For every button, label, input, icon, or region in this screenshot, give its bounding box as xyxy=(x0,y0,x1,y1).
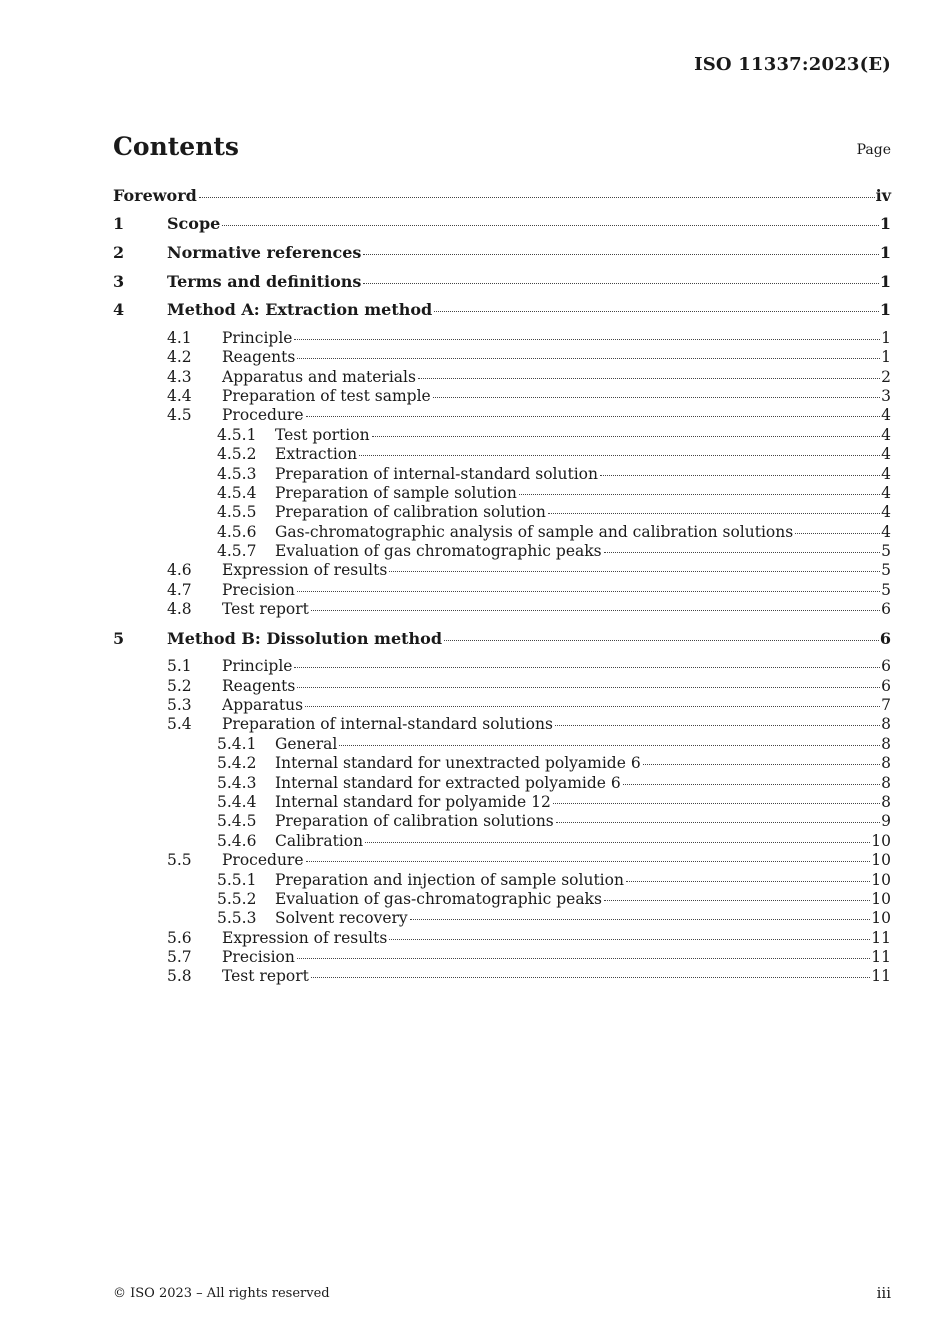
toc-entry[interactable] xyxy=(113,832,891,851)
dot-leader xyxy=(359,455,880,456)
dot-leader xyxy=(297,687,880,688)
toc-entry-page: 8 xyxy=(881,734,891,753)
toc-entry-page: 6 xyxy=(881,657,891,676)
table-of-contents xyxy=(113,186,891,987)
toc-entry-page: 6 xyxy=(881,600,891,619)
toc-entry-number: 5.3 xyxy=(167,696,192,714)
toc-entry-title: Procedure xyxy=(222,851,304,870)
toc-entry[interactable] xyxy=(113,890,891,909)
toc-entry-number: 4.5.3 xyxy=(217,464,257,483)
toc-entry-title: Apparatus xyxy=(222,696,304,714)
dot-leader xyxy=(600,475,880,476)
dot-leader xyxy=(548,513,880,514)
toc-entry-number: 4.5.4 xyxy=(217,483,257,502)
dot-leader xyxy=(410,919,871,920)
toc-entry-title: Method A: Extraction method xyxy=(167,300,433,320)
toc-entry-number: 5.2 xyxy=(167,676,192,695)
toc-entry-page: 10 xyxy=(871,909,891,928)
dot-leader xyxy=(389,571,880,572)
toc-entry-page: 4 xyxy=(881,483,891,502)
dot-leader xyxy=(311,977,870,978)
toc-entry-title: Internal standard for polyamide 12 xyxy=(275,792,551,811)
dot-leader xyxy=(519,494,880,495)
document-id: ISO 11337:2023(E) xyxy=(694,54,891,75)
toc-entry-number: 5.5 xyxy=(167,851,192,870)
toc-entry-title: Preparation of internal-standard solution xyxy=(275,464,598,483)
toc-entry-number: 5.1 xyxy=(167,657,192,676)
toc-entry[interactable] xyxy=(113,387,891,406)
toc-entry-number: 4.2 xyxy=(167,348,192,367)
toc-entry-number: 5.5.2 xyxy=(217,889,257,908)
dot-leader xyxy=(626,881,870,882)
toc-entry-page: 10 xyxy=(871,870,891,889)
toc-entry-title: Evaluation of gas chromatographic peaks xyxy=(275,542,602,561)
toc-entry-number: 4 xyxy=(113,300,125,320)
toc-entry[interactable] xyxy=(113,929,891,948)
dot-leader xyxy=(305,706,880,707)
toc-entry-number: 5 xyxy=(113,628,125,648)
toc-entry[interactable] xyxy=(113,909,891,928)
toc-entry-page: 8 xyxy=(881,792,891,811)
toc-entry-title: Foreword xyxy=(113,186,197,205)
toc-entry-number: 4.8 xyxy=(167,600,192,619)
toc-entry-title: Normative references xyxy=(167,242,362,262)
toc-entry-title: Reagents xyxy=(222,676,296,695)
toc-entry-page: 11 xyxy=(871,967,891,986)
toc-entry-page: 8 xyxy=(881,773,891,792)
dot-leader xyxy=(222,225,879,226)
toc-entry-title: Test report xyxy=(222,600,309,619)
toc-entry[interactable] xyxy=(113,629,891,658)
toc-entry-title: Test portion xyxy=(275,425,370,444)
toc-entry-number: 4.5.6 xyxy=(217,522,257,541)
toc-entry-title: Expression of results xyxy=(222,928,388,947)
toc-entry[interactable] xyxy=(113,426,891,445)
toc-entry[interactable] xyxy=(113,272,891,301)
dot-leader xyxy=(418,378,880,379)
dot-leader xyxy=(365,842,870,843)
toc-entry-number: 4.6 xyxy=(167,561,192,580)
toc-entry-title: Preparation of internal-standard solutions xyxy=(222,715,553,734)
toc-entry-title: Preparation of sample solution xyxy=(275,483,517,502)
toc-entry-title: Solvent recovery xyxy=(275,909,408,928)
toc-entry[interactable] xyxy=(113,967,891,986)
toc-entry[interactable] xyxy=(113,243,891,272)
dot-leader xyxy=(434,311,879,312)
toc-entry-page: 1 xyxy=(881,348,891,367)
dot-leader xyxy=(297,358,880,359)
toc-entry-page: 1 xyxy=(879,242,891,262)
toc-entry-page: 10 xyxy=(871,889,891,908)
dot-leader xyxy=(556,822,880,823)
toc-entry-title: Scope xyxy=(167,214,221,234)
toc-entry-page: 3 xyxy=(881,386,891,405)
toc-entry-number: 5.4.4 xyxy=(217,792,257,811)
toc-entry[interactable] xyxy=(113,871,891,890)
toc-entry-title: Calibration xyxy=(275,831,364,850)
toc-entry[interactable] xyxy=(113,561,891,580)
toc-entry-title: Internal standard for extracted polyamide 6 xyxy=(275,773,621,792)
toc-entry-page: 9 xyxy=(881,812,891,831)
toc-entry-number: 4.5.7 xyxy=(217,542,257,561)
toc-entry[interactable] xyxy=(113,368,891,387)
toc-entry-page: 2 xyxy=(881,367,891,386)
toc-entry-page: 5 xyxy=(881,542,891,561)
toc-entry[interactable] xyxy=(113,523,891,542)
dot-leader xyxy=(604,552,881,553)
toc-entry-title: Test report xyxy=(222,967,309,986)
toc-entry-page: 6 xyxy=(881,676,891,695)
toc-entry-page: 6 xyxy=(879,628,891,648)
toc-entry-page: 5 xyxy=(881,561,891,580)
dot-leader xyxy=(363,254,878,255)
toc-entry-number: 1 xyxy=(113,214,125,234)
toc-entry-page: 4 xyxy=(881,522,891,541)
toc-entry[interactable] xyxy=(113,657,891,676)
toc-entry-title: Evaluation of gas-chromatographic peaks xyxy=(275,889,602,908)
toc-entry-number: 5.4.3 xyxy=(217,773,257,792)
dot-leader xyxy=(553,803,880,804)
toc-entry[interactable] xyxy=(113,715,891,734)
toc-entry-number: 5.7 xyxy=(167,948,192,967)
toc-entry-page: 1 xyxy=(879,271,891,291)
toc-entry[interactable] xyxy=(113,329,891,348)
dot-leader xyxy=(444,640,879,641)
dot-leader xyxy=(306,861,871,862)
dot-leader xyxy=(389,939,870,940)
dot-leader xyxy=(555,725,880,726)
toc-entry[interactable] xyxy=(113,214,891,243)
toc-entry-title: Principle xyxy=(222,657,293,676)
toc-entry-title: Precision xyxy=(222,580,295,599)
toc-entry[interactable] xyxy=(113,300,891,329)
toc-entry-number: 5.4.1 xyxy=(217,734,257,753)
toc-entry-page: 4 xyxy=(881,464,891,483)
toc-entry-number: 5.6 xyxy=(167,928,192,947)
toc-entry-page: 11 xyxy=(871,928,891,947)
toc-entry-title: Expression of results xyxy=(222,561,388,580)
toc-entry[interactable] xyxy=(113,754,891,773)
toc-entry[interactable] xyxy=(113,445,891,464)
toc-entry[interactable] xyxy=(113,948,891,967)
dot-leader xyxy=(604,900,870,901)
toc-entry[interactable] xyxy=(113,600,891,619)
toc-entry-page: 7 xyxy=(881,696,891,714)
toc-entry[interactable] xyxy=(113,696,891,715)
toc-entry-page: 10 xyxy=(871,851,891,870)
toc-entry-title: Internal standard for unextracted polyamide 6 xyxy=(275,754,641,773)
toc-entry-page: 4 xyxy=(881,425,891,444)
toc-entry-number: 5.5.3 xyxy=(217,909,257,928)
toc-entry-number: 5.5.1 xyxy=(217,870,257,889)
toc-entry-number: 4.5.2 xyxy=(217,445,257,464)
toc-entry-number: 5.4.5 xyxy=(217,812,257,831)
toc-entry[interactable] xyxy=(113,735,891,754)
toc-entry-number: 4.1 xyxy=(167,328,192,347)
dot-leader xyxy=(294,339,880,340)
dot-leader xyxy=(643,764,880,765)
toc-entry[interactable] xyxy=(113,581,891,600)
toc-entry-number: 2 xyxy=(113,242,125,262)
dot-leader xyxy=(294,667,880,668)
toc-entry-title: Apparatus and materials xyxy=(222,367,416,386)
toc-entry[interactable] xyxy=(113,465,891,484)
toc-entry-title: Preparation of calibration solutions xyxy=(275,812,554,831)
dot-leader xyxy=(297,591,880,592)
toc-entry-number: 4.7 xyxy=(167,580,192,599)
toc-entry-title: Method B: Dissolution method xyxy=(167,628,443,648)
dot-leader xyxy=(306,416,881,417)
toc-entry-title: Terms and definitions xyxy=(167,271,362,291)
dot-leader xyxy=(311,610,880,611)
dot-leader xyxy=(623,784,880,785)
toc-entry-number: 5.4.6 xyxy=(217,831,257,850)
dot-leader xyxy=(433,397,880,398)
footer-copyright: © ISO 2023 – All rights reserved xyxy=(113,1286,330,1301)
toc-entry-page: 1 xyxy=(879,214,891,234)
footer-page-number: iii xyxy=(876,1284,891,1302)
toc-entry-page: 1 xyxy=(881,328,891,347)
toc-entry[interactable] xyxy=(113,774,891,793)
dot-leader xyxy=(297,958,870,959)
toc-entry-title: General xyxy=(275,734,338,753)
toc-entry-title: Preparation of test sample xyxy=(222,386,431,405)
toc-entry[interactable] xyxy=(113,348,891,367)
toc-entry[interactable] xyxy=(113,851,891,870)
toc-entry[interactable] xyxy=(113,677,891,696)
toc-entry-number: 4.4 xyxy=(167,386,192,405)
toc-entry-number: 4.3 xyxy=(167,367,192,386)
toc-entry-title: Procedure xyxy=(222,406,304,425)
toc-entry-number: 5.4 xyxy=(167,715,192,734)
toc-entry-title: Preparation of calibration solution xyxy=(275,503,546,522)
toc-entry-number: 4.5 xyxy=(167,406,192,425)
dot-leader xyxy=(795,533,880,534)
dot-leader xyxy=(363,283,878,284)
toc-entry-number: 4.5.1 xyxy=(217,425,257,444)
toc-entry-page: iv xyxy=(875,186,891,205)
toc-entry-page: 10 xyxy=(871,831,891,850)
dot-leader xyxy=(199,197,875,198)
dot-leader xyxy=(339,745,880,746)
toc-entry-number: 5.8 xyxy=(167,967,192,986)
toc-entry-title: Precision xyxy=(222,948,295,967)
toc-entry[interactable] xyxy=(113,186,891,214)
toc-entry-page: 5 xyxy=(881,580,891,599)
toc-entry[interactable] xyxy=(113,503,891,522)
toc-entry-page: 4 xyxy=(881,406,891,425)
toc-entry-number: 5.4.2 xyxy=(217,754,257,773)
toc-entry-title: Principle xyxy=(222,328,293,347)
contents-title: Contents xyxy=(113,132,240,161)
toc-entry-page: 11 xyxy=(871,948,891,967)
toc-entry[interactable] xyxy=(113,484,891,503)
toc-entry-page: 4 xyxy=(881,503,891,522)
toc-entry-title: Extraction xyxy=(275,445,358,464)
toc-entry-title: Gas-chromatographic analysis of sample and calibration solutions xyxy=(275,522,794,541)
toc-entry[interactable] xyxy=(113,542,891,561)
toc-entry-page: 4 xyxy=(881,445,891,464)
toc-entry-number: 4.5.5 xyxy=(217,503,257,522)
toc-entry-page: 8 xyxy=(881,754,891,773)
page-column-label: Page xyxy=(856,142,891,158)
dot-leader xyxy=(372,436,881,437)
toc-entry-title: Preparation and injection of sample solution xyxy=(275,870,624,889)
toc-entry[interactable] xyxy=(113,406,891,425)
toc-entry[interactable] xyxy=(113,793,891,812)
toc-entry[interactable] xyxy=(113,812,891,831)
toc-entry-page: 8 xyxy=(881,715,891,734)
toc-entry-number: 3 xyxy=(113,271,125,291)
toc-entry-page: 1 xyxy=(879,300,891,320)
toc-entry-title: Reagents xyxy=(222,348,296,367)
